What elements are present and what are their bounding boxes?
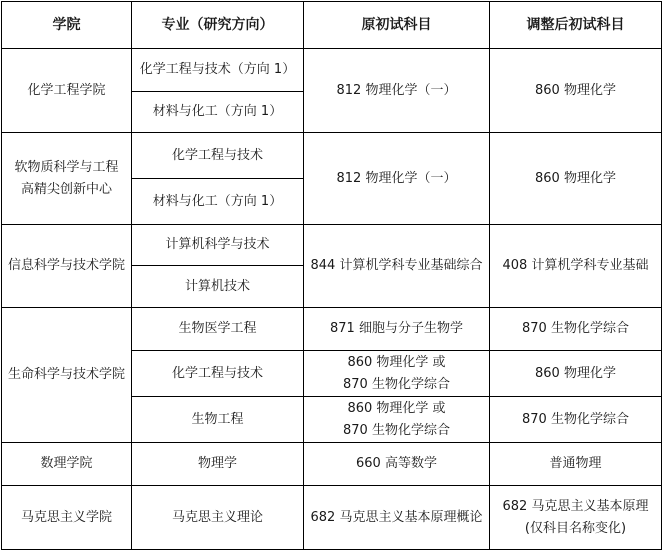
- subject-line: 682 马克思主义基本原理: [502, 498, 649, 514]
- table-row: [2, 49, 662, 92]
- original-subject-cell: 812 物理化学（一）: [304, 133, 490, 225]
- table-row: [2, 486, 662, 550]
- college-cell: 马克思主义学院: [2, 486, 132, 550]
- header-row: [2, 2, 662, 49]
- original-subject-cell: 812 物理化学（一）: [304, 49, 490, 133]
- adjusted-subject-cell: 870 生物化学综合: [490, 397, 662, 443]
- table-row: [2, 225, 662, 266]
- original-subject-cell: [304, 397, 490, 443]
- header-college: 学院: [2, 2, 132, 49]
- adjusted-subject-cell: 普通物理: [490, 443, 662, 486]
- major-cell: 计算机科学与技术: [132, 225, 304, 266]
- original-subject-cell: 871 细胞与分子生物学: [304, 308, 490, 351]
- major-cell: 化学工程与技术: [132, 133, 304, 179]
- header-original-subject: 原初试科目: [304, 2, 490, 49]
- adjusted-subject-cell: 860 物理化学: [490, 351, 662, 397]
- header-adjusted-subject: 调整后初试科目: [490, 2, 662, 49]
- adjusted-subject-cell: [490, 486, 662, 550]
- table-row: [2, 308, 662, 351]
- college-cell: [2, 133, 132, 225]
- original-subject-cell: 660 高等数学: [304, 443, 490, 486]
- subject-line: 870 生物化学综合: [343, 422, 450, 438]
- adjusted-subject-cell: 860 物理化学: [490, 133, 662, 225]
- adjusted-subject-cell: 870 生物化学综合: [490, 308, 662, 351]
- college-cell: 数理学院: [2, 443, 132, 486]
- college-line: 高精尖创新中心: [20, 181, 112, 197]
- major-cell: 生物医学工程: [132, 308, 304, 351]
- table-row: [2, 443, 662, 486]
- exam-subject-table: [1, 1, 662, 550]
- original-subject-cell: [304, 351, 490, 397]
- major-cell: 生物工程: [132, 397, 304, 443]
- major-cell: 马克思主义理论: [132, 486, 304, 550]
- major-cell: 化学工程与技术: [132, 351, 304, 397]
- subject-note: (仅科目名称变化): [524, 520, 627, 536]
- original-subject-cell: 682 马克思主义基本原理概论: [304, 486, 490, 550]
- college-cell: 生命科学与技术学院: [2, 308, 132, 443]
- original-subject-cell: 844 计算机学科专业基础综合: [304, 225, 490, 308]
- college-line: 软物质科学与工程: [14, 159, 119, 175]
- subject-line: 870 生物化学综合: [343, 376, 450, 392]
- subject-line: 860 物理化学 或: [347, 400, 446, 416]
- adjusted-subject-cell: 860 物理化学: [490, 49, 662, 133]
- subject-line: 860 物理化学 或: [347, 354, 446, 370]
- major-cell: 材料与化工（方向 1）: [132, 179, 304, 225]
- table-row: [2, 133, 662, 179]
- major-cell: 物理学: [132, 443, 304, 486]
- major-cell: 化学工程与技术（方向 1）: [132, 49, 304, 92]
- college-cell: 信息科学与技术学院: [2, 225, 132, 308]
- college-cell: 化学工程学院: [2, 49, 132, 133]
- major-cell: 材料与化工（方向 1）: [132, 92, 304, 133]
- major-cell: 计算机技术: [132, 266, 304, 308]
- adjusted-subject-cell: 408 计算机学科专业基础: [490, 225, 662, 308]
- header-major: 专业（研究方向）: [132, 2, 304, 49]
